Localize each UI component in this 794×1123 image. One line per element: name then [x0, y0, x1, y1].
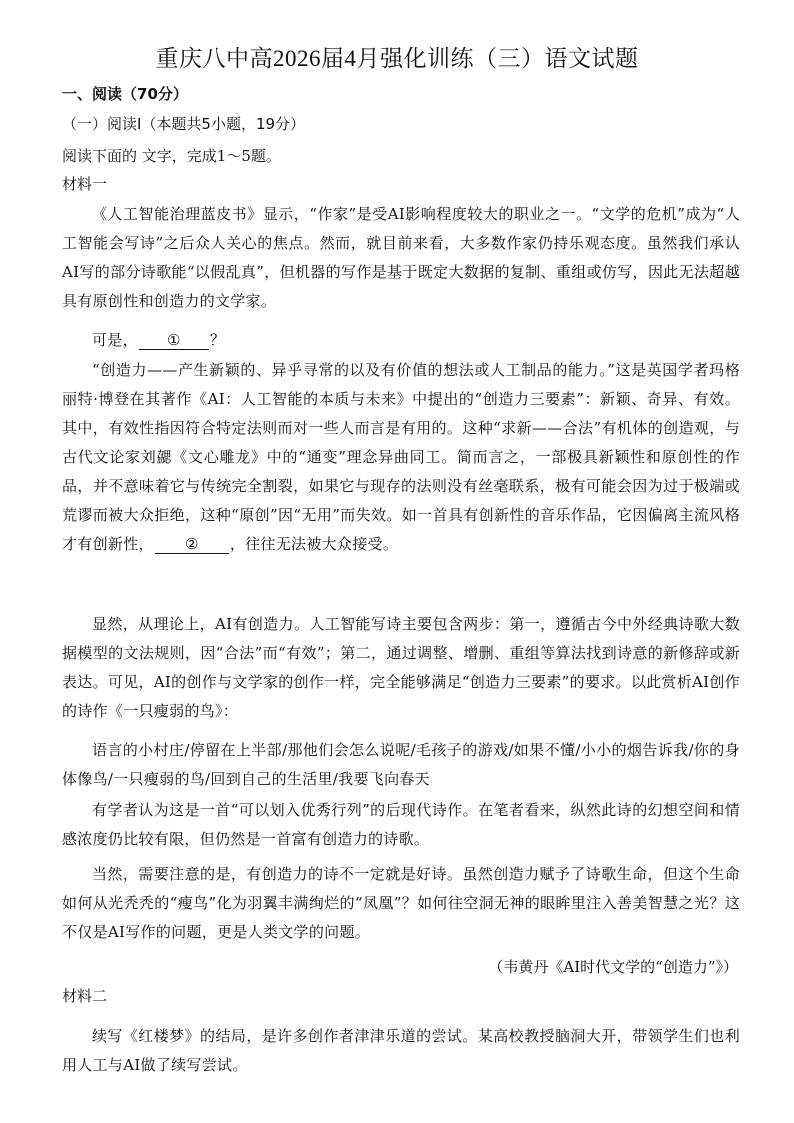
- paragraph-3-text-before: “创造力——产生新颖的、异乎寻常的以及有价值的想法或人工制品的能力。”这是英国学者玛格丽特·博登在其著作《AI：人工智能的本质与未来》中提出的“创造力三要素”：新颖、奇异、有效。其中，有效性指因符合特定法则而对一些人而言是有用的。这种“求新——合法”有机体的创造观，与古代文论家刘勰《文心雕龙》中的“通变”理念异曲同工。简而言之，一部极具新颖性和原创性的作品，并不意味着它与传统完全割裂，如果它与现存的法则没有丝毫联系，极有可能会因为过于极端或荒谬而被大众拒绝，这种“原创”因“无用”而失效。如一首具有创新性的音乐作品，它因偏离主流风格才有创新性，: [62, 361, 740, 553]
- section-heading: 一、阅读（70分）: [62, 85, 188, 103]
- material-one-paragraph-6: 有学者认为这是一首“可以划入优秀行列”的后现代诗作。在笔者看来，纵然此诗的幻想空间和情感浓度仍比较有限，但仍然是一首富有创造力的诗歌。: [62, 801, 740, 848]
- paragraph-3-text-after: ，往往无法被大众接受。: [229, 535, 399, 553]
- fill-blank-2: ②: [155, 535, 229, 554]
- ai-poem: 语言的小村庄/停留在上半部/那他们会怎么说呢/毛孩子的游戏/如果不懂/小小的烟告诉我/你的身体像鸟/一只瘦弱的鸟/回到自己的生活里/我要飞向春天: [62, 741, 740, 788]
- paragraph-2-text-after: ？: [209, 331, 226, 349]
- material-one-paragraph-2: [62, 326, 740, 355]
- material-one-paragraph-7: 当然，需要注意的是，有创造力的诗不一定就是好诗。虽然创造力赋予了诗歌生命，但这个生命如何从光秃秃的“瘦鸟”化为羽翼丰满绚烂的“凤凰”？如何往空洞无神的眼眸里注入善美智慧之光？这不仅是AI写作的问题，更是人类文学的问题。: [62, 865, 740, 941]
- fill-blank-1: ①: [139, 331, 209, 350]
- material-one-source: （韦黄丹《AI时代文学的“创造力”》）: [488, 958, 738, 976]
- paragraph-2-text-before: 可是，: [92, 331, 138, 349]
- page-title: 重庆八中高2026届4月强化训练（三）语文试题: [155, 46, 639, 71]
- reading-instruction: 阅读下面的 文字，完成1～5题。: [62, 147, 281, 165]
- material-one-paragraph-1: 《人工智能治理蓝皮书》显示，“作家”是受AI影响程度较大的职业之一。“文学的危机”成为“人工智能会写诗”之后众人关心的焦点。然而，就目前来看，大多数作家仍持乐观态度。虽然我们承认AI写的部分诗歌能“以假乱真”，但机器的写作是基于既定大数据的复制、重组或仿写，因此无法超越具有原创性和创造力的文学家。: [62, 205, 740, 310]
- material-one-paragraph-4: 显然，从理论上，AI有创造力。人工智能写诗主要包含两步：第一，遵循古今中外经典诗歌大数据模型的文法规则，因“合法”而“有效”；第二，通过调整、增删、重组等算法找到诗意的新修辞或新表达。可见，AI的创作与文学家的创作一样，完全能够满足“创造力三要素”的要求。以此赏析AI创作的诗作《一只瘦弱的鸟》：: [62, 615, 740, 720]
- material-two-paragraph-1: 续写《红楼梦》的结局，是许多创作者津津乐道的尝试。某高校教授脑洞大开，带领学生们也利用人工与AI做了续写尝试。: [62, 1027, 740, 1074]
- material-two-label: 材料二: [62, 987, 108, 1005]
- material-one-label: 材料一: [62, 175, 108, 193]
- subsection-heading: （一）阅读Ⅰ（本题共5小题，19分）: [62, 115, 306, 133]
- material-one-paragraph-3: [62, 356, 740, 559]
